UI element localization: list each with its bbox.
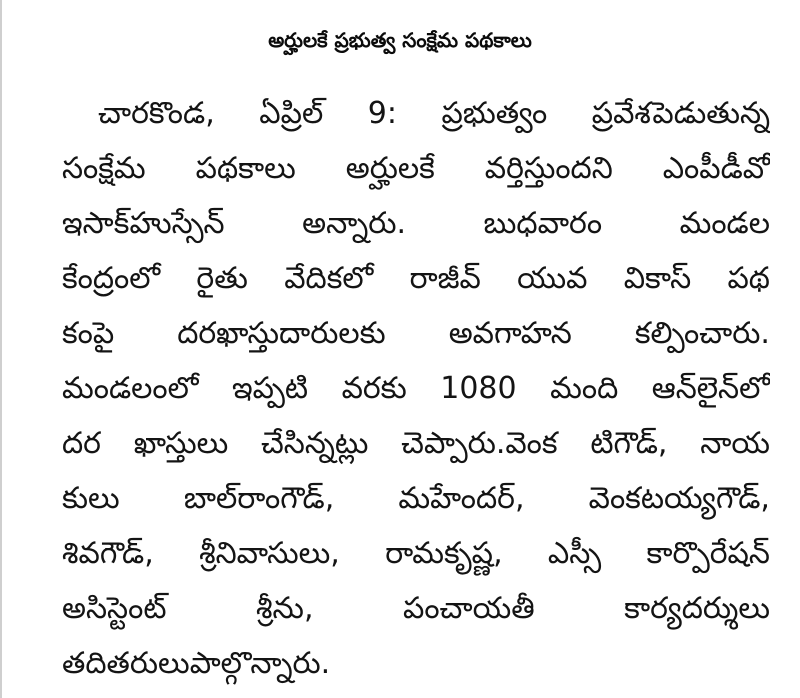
article-line-4 — [62, 251, 770, 307]
article-word: పథకాలు — [195, 151, 296, 186]
article-word: అన్నారు. — [302, 206, 406, 241]
article-word: తదితరులు — [62, 646, 190, 681]
article-word: ప్రభుత్వం — [441, 96, 548, 131]
article-word: కేంద్రంలో — [62, 261, 161, 296]
article-word: శివగౌడ్, — [62, 536, 154, 571]
article-word: చేసిన్నట్లు — [261, 426, 369, 461]
article-word: వికాస్ — [623, 261, 692, 296]
article-line-6 — [62, 361, 770, 417]
article-word: బాల్‌రాంగౌడ్, — [183, 481, 335, 516]
article-word: రాజీవ్ — [409, 261, 481, 296]
article-word: యువ — [517, 261, 588, 296]
article-word: కంపై — [62, 316, 115, 351]
article-word: ప్రవేశపెడుతున్న — [591, 96, 770, 131]
article-word: పాల్గొన్నారు. — [189, 646, 331, 681]
article-word: నాయ — [700, 426, 770, 461]
article-word: ఇసాక్‌హుస్సేన్ — [62, 206, 225, 241]
article-word: ఇప్పటి — [232, 371, 309, 406]
article-word: ఎంపీడీవో — [662, 151, 770, 186]
article-word: 9: — [367, 96, 397, 131]
article-word: శ్రీను, — [256, 591, 314, 626]
article-word: చారకొండ, — [98, 96, 215, 131]
article-word: టిగౌడ్, — [590, 426, 668, 461]
article-line-5 — [62, 306, 770, 362]
article-word: అవగాహన — [448, 316, 572, 351]
article-word: అసిస్టెంట్ — [62, 591, 167, 626]
article-word: ఖాస్తులు — [133, 426, 229, 461]
article-headline: అర్హులకే ప్రభుత్వ సంక్షేమ పథకాలు — [268, 28, 532, 52]
article-line-2 — [62, 141, 770, 197]
article-word: చెప్పారు.వెంక — [401, 426, 558, 461]
article-word: పంచాయతీ — [402, 591, 535, 626]
article-word: రామకృష్ణ, — [385, 536, 503, 571]
article-word: కులు — [62, 481, 120, 516]
article-word: వెంకటయ్యగౌడ్, — [588, 481, 770, 516]
article-word: రైతు — [196, 261, 248, 296]
article-line-3 — [62, 196, 770, 252]
article-word: మంది — [550, 371, 619, 406]
article-word: బుధవారం — [483, 206, 603, 241]
article-word: దరఖాస్తుదారులకు — [177, 316, 386, 351]
article-line-10 — [62, 581, 770, 637]
article-line-1 — [98, 86, 770, 142]
article-word: శ్రీనివాసులు, — [199, 536, 340, 571]
article-line-9 — [62, 526, 770, 582]
article-word: వర్తిస్తుందని — [484, 151, 613, 186]
article-word: వరకు — [341, 371, 407, 406]
article-word: కార్యదర్శులు — [624, 591, 770, 626]
article-word: వేదికలో — [284, 261, 374, 296]
article-body — [0, 80, 800, 698]
article-word: ఎస్సీ — [547, 536, 602, 571]
article-word: మండల — [679, 206, 770, 241]
article-word: ఆన్‌లైన్‌లో — [651, 371, 770, 406]
article-line-11 — [62, 636, 770, 692]
article-word: ఏప్రిల్ — [259, 96, 324, 131]
article-word: కల్పించారు. — [634, 316, 770, 351]
article-word: పథ — [727, 261, 770, 296]
article-word: కార్పొరేషన్ — [646, 536, 770, 571]
article-line-7 — [62, 416, 770, 472]
article-word: సంక్షేమ — [62, 151, 146, 186]
article-word: మండలంలో — [62, 371, 199, 406]
article-word: దర — [62, 426, 101, 461]
article-word: అర్హులకే — [345, 151, 435, 186]
article-word: 1080 — [440, 371, 517, 406]
article-line-8 — [62, 471, 770, 527]
article-word: మహేందర్, — [398, 481, 525, 516]
